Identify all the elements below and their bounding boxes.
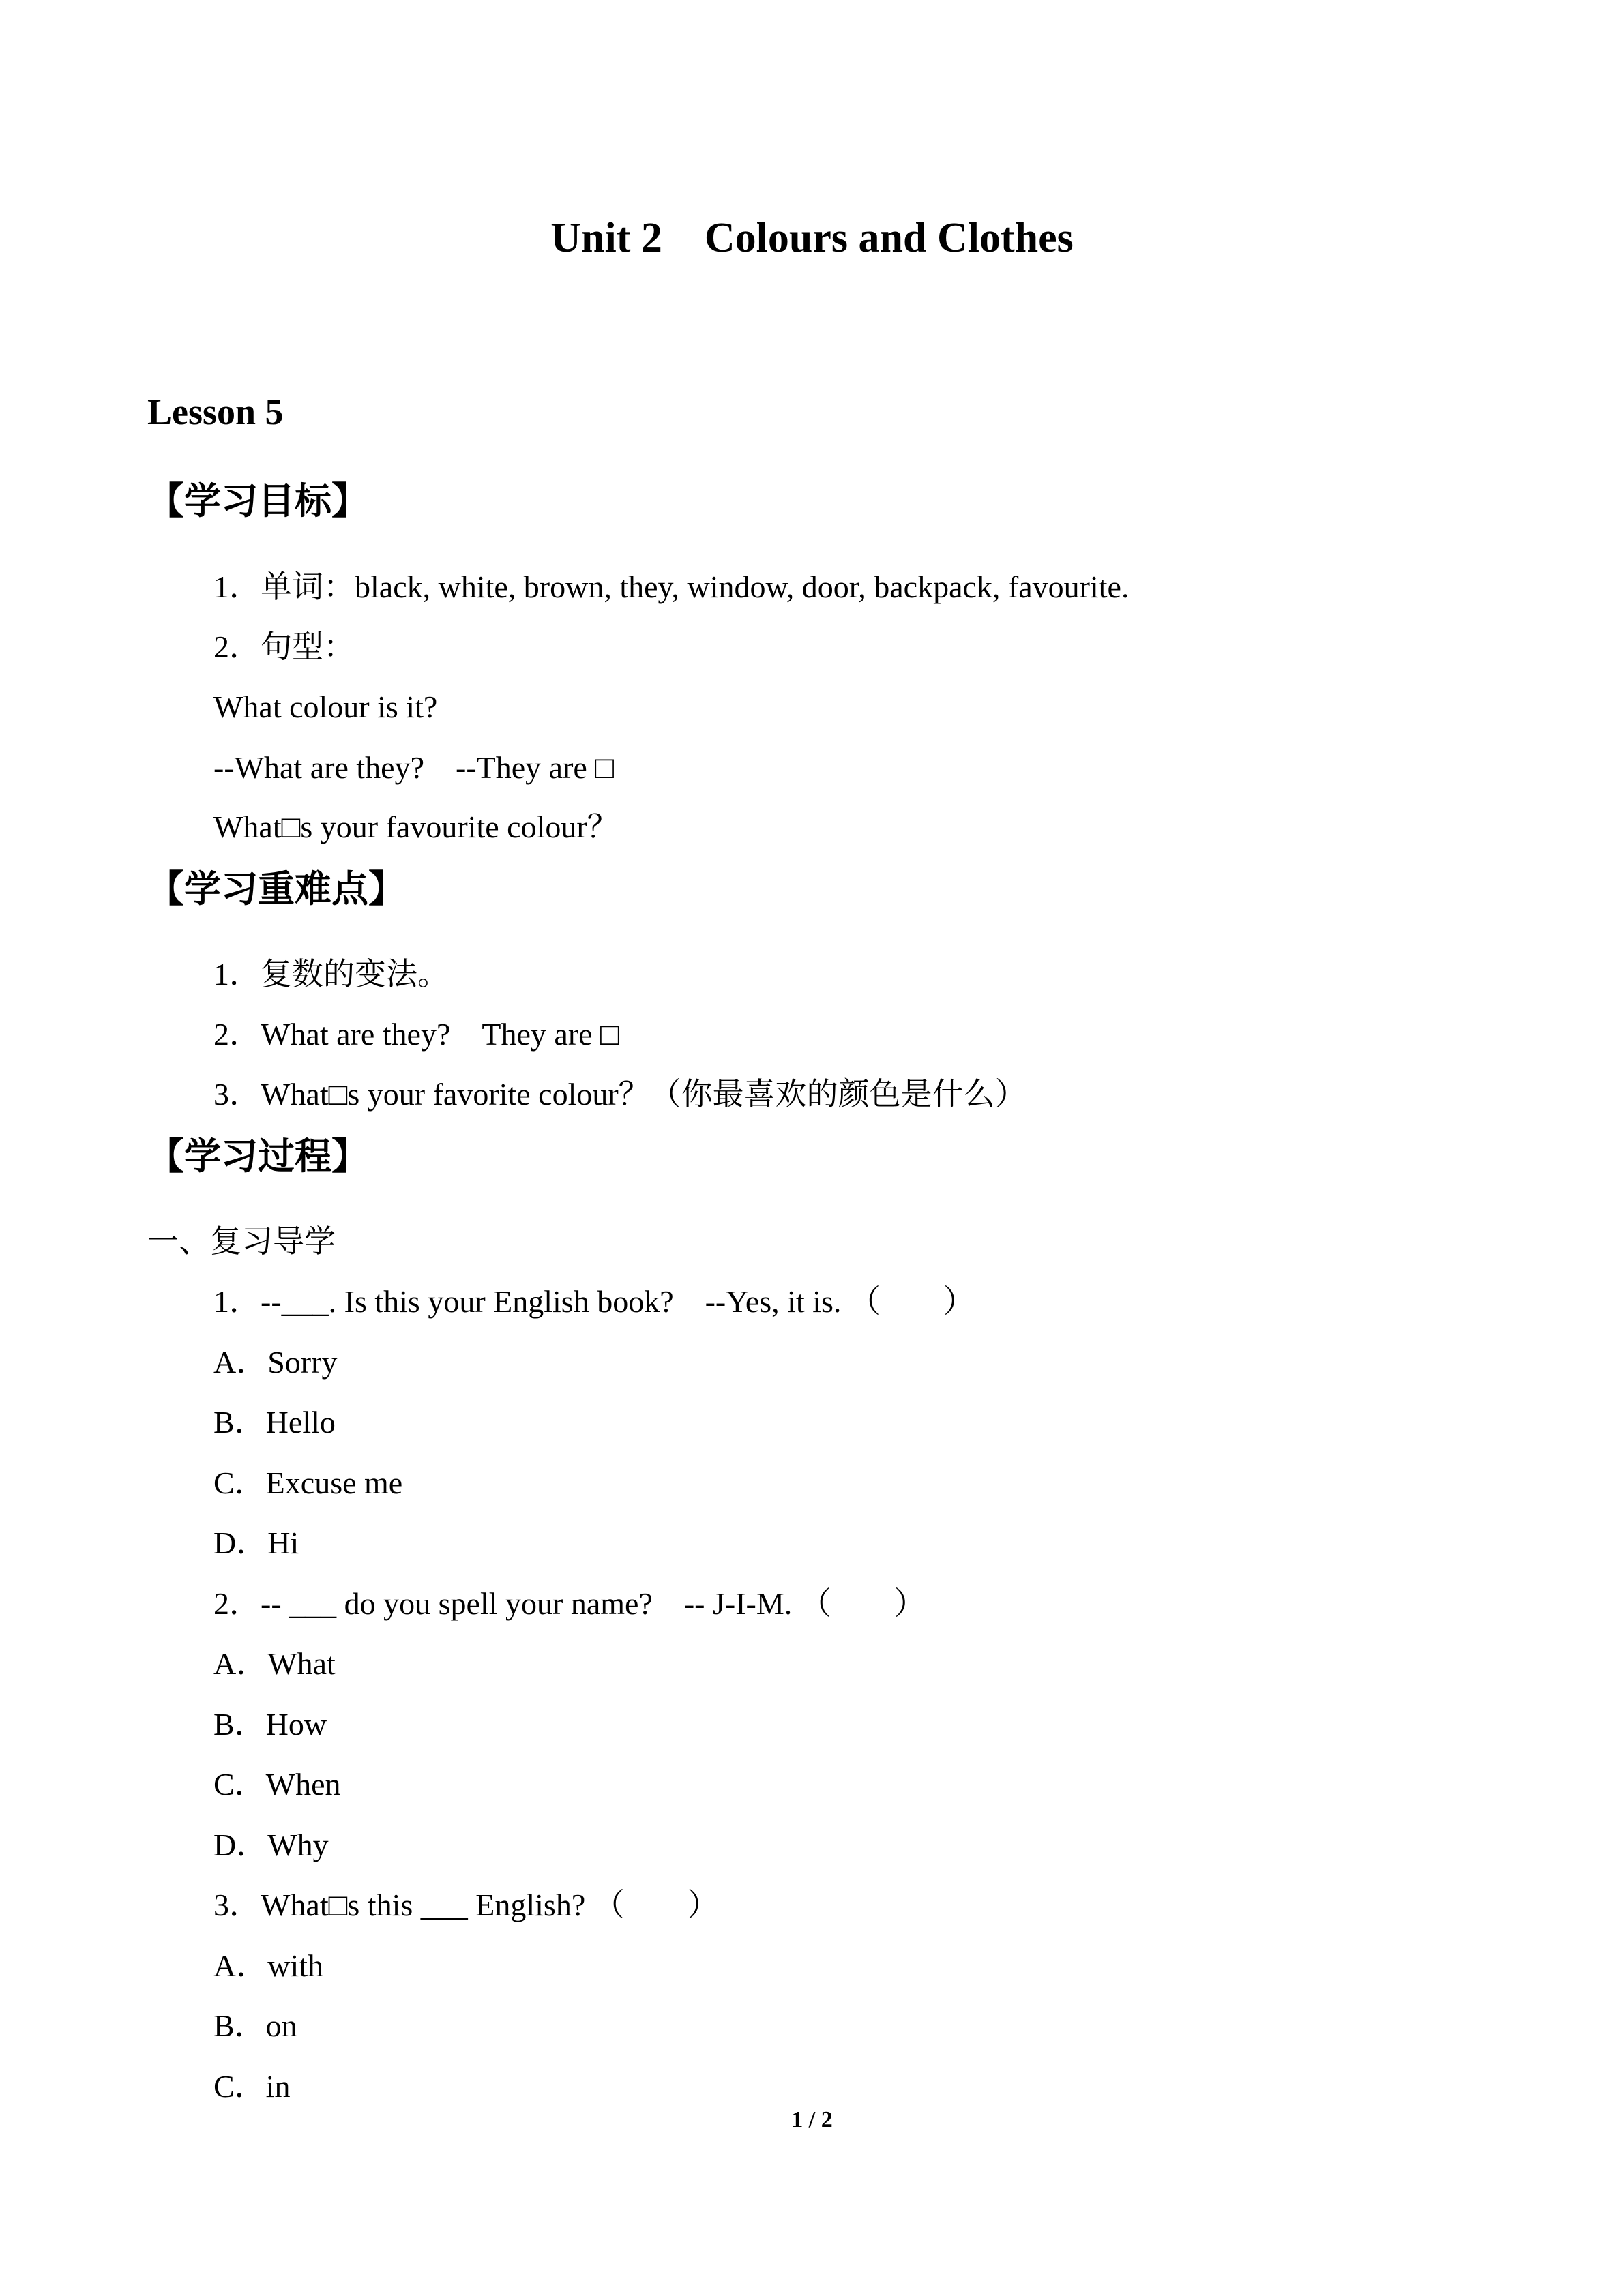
key-points-line-1: 1．复数的变法。 [213,957,449,992]
question-2-option-d: D．Why [213,1828,329,1862]
question-1-option-d: D．Hi [213,1525,299,1560]
question-1-stem: 1．--___. Is this your English book? --Yes, it is. （ ） [213,1284,975,1319]
goals-line-3: What colour is it? [213,689,438,724]
goals-line-5: What□s your favourite colour？ [213,809,619,844]
goals-line-2: 2．句型： [213,629,355,664]
goals-line-4: --What are they? --They are □ [213,750,615,785]
question-2-option-a: A．What [213,1646,336,1681]
key-points-line-2: 2．What are they? They are □ [213,1017,619,1052]
goals-line-1: 1．单词：black, white, brown, they, window, door, backpack, favourite. [213,569,1130,604]
page-title: Unit 2 Colours and Clothes [550,215,1074,261]
section-goals-heading: 【学习目标】 [147,479,368,522]
question-2-option-c: C．When [213,1767,341,1802]
question-3-option-a: A．with [213,1948,323,1983]
lesson-heading: Lesson 5 [147,391,284,432]
section-key-points-heading: 【学习重难点】 [147,867,405,910]
question-3-stem: 3．What□s this ___ English? （ ） [213,1888,719,1922]
question-2-option-b: B．How [213,1707,327,1742]
page-number: 1 / 2 [791,2107,833,2132]
section-process-heading: 【学习过程】 [147,1135,368,1178]
process-subheading: 一、复习导学 [147,1224,336,1259]
key-points-line-3: 3．What□s your favorite colour？（你最喜欢的颜色是什么） [213,1077,1027,1112]
question-3-option-b: B．on [213,2008,297,2043]
question-1-option-a: A．Sorry [213,1345,338,1380]
question-2-stem: 2．-- ___ do you spell your name? -- J-I-M. （ ） [213,1586,926,1621]
question-1-option-c: C．Excuse me [213,1465,403,1500]
question-3-option-c: C．in [213,2069,291,2104]
question-1-option-b: B．Hello [213,1405,336,1440]
